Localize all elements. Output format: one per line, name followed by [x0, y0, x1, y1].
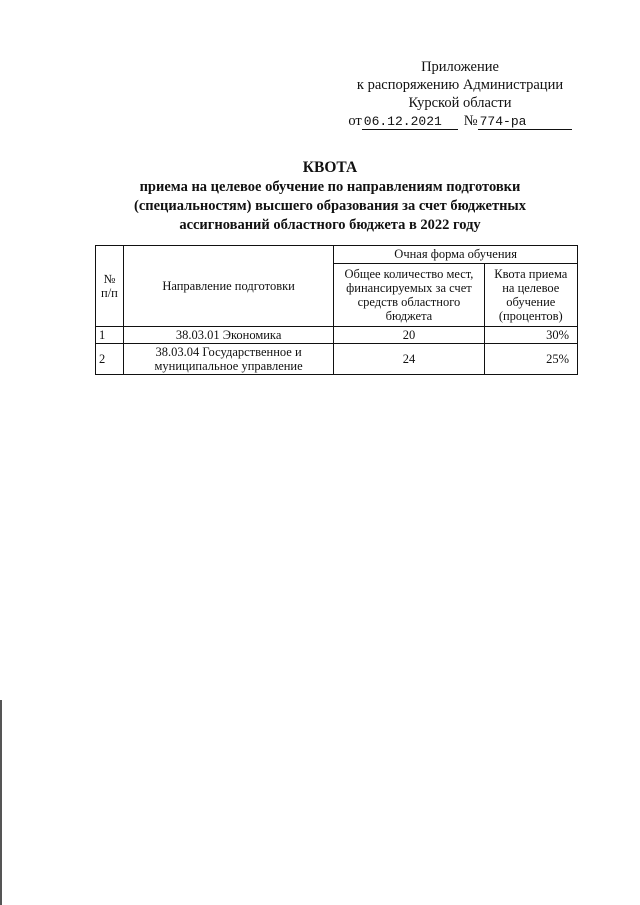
- appendix-region: Курской области: [408, 95, 512, 111]
- appendix-block: [340, 58, 580, 130]
- title-heading: КВОТА: [302, 159, 358, 176]
- date-value: 06.12.2021: [362, 114, 458, 130]
- header-direction: Направление подготовки: [123, 246, 333, 327]
- header-num: № п/п: [96, 246, 124, 327]
- title-line-3: ассигнований областного бюджета в 2022 году: [179, 217, 481, 233]
- row-num: 2: [96, 344, 124, 375]
- header-form: Очная форма обучения: [334, 246, 578, 264]
- number-prefix: №: [463, 113, 478, 129]
- header-quota: Квота приема на целевое обучение (процентов): [484, 263, 577, 326]
- title-line-1: приема на целевое обучение по направлениям подготовки: [139, 179, 521, 195]
- row-quota: 30%: [484, 327, 577, 344]
- table-row: [96, 327, 578, 344]
- number-value: 774-ра: [478, 114, 572, 130]
- appendix-order-ref: к распоряжению Администрации: [356, 77, 564, 93]
- row-num: 1: [96, 327, 124, 344]
- row-places: 20: [334, 327, 484, 344]
- appendix-title: Приложение: [421, 59, 499, 75]
- title-line-2: (специальностям) высшего образования за счет бюджетных: [133, 198, 526, 214]
- appendix-date-number: [340, 112, 580, 130]
- row-direction: 38.03.04 Государственное и муниципальное управление: [123, 344, 333, 375]
- document-title: [80, 158, 580, 235]
- quota-table: [95, 245, 578, 375]
- row-quota: 25%: [484, 344, 577, 375]
- header-places: Общее количество мест, финансируемых за счет средств областного бюджета: [334, 263, 484, 326]
- scan-edge-mark: [0, 700, 2, 905]
- row-places: 24: [334, 344, 484, 375]
- table-row: [96, 344, 578, 375]
- date-prefix: от: [348, 113, 362, 129]
- row-direction: 38.03.01 Экономика: [123, 327, 333, 344]
